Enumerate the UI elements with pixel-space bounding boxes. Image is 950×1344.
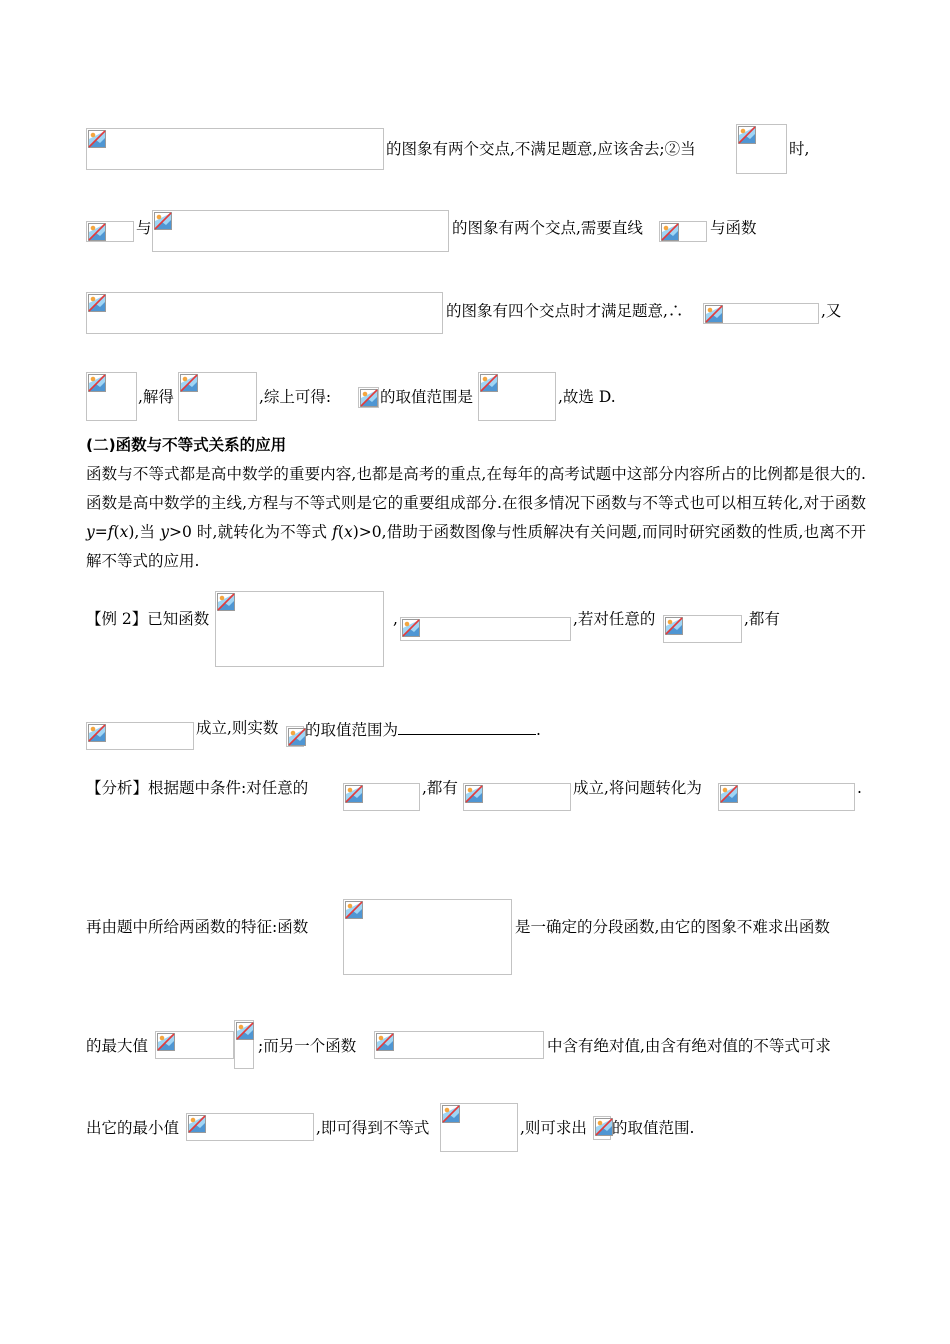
broken-image-icon (288, 728, 306, 746)
formula-image (463, 783, 571, 811)
formula-image (736, 124, 787, 174)
text-fragment: . (857, 779, 862, 797)
broken-image-icon (345, 785, 363, 803)
text-fragment: ,都有 (744, 610, 780, 628)
text-fragment: 的最大值 (86, 1037, 149, 1055)
section-heading: (二)函数与不等式关系的应用 (86, 436, 287, 454)
broken-image-icon (88, 223, 106, 241)
formula-image (663, 615, 742, 643)
intro-paragraph: 函数与不等式都是高中数学的重要内容,也都是高考的重点,在每年的高考试题中这部分内容所占的比例都是很大的.函数是高中数学的主线,方程与不等式则是它的重要组成部分.在很多情况下函数与不等式也可以相互转化,对于函数 y=f(x),当 y>0 时,就转化为不等式 f(x)>0,借助于函数图像与性质解决有关问题,而同时研究函数的性质,也离不开解不等式的应用. (86, 465, 867, 570)
text-fragment: 出它的最小值 (86, 1119, 180, 1137)
broken-image-icon (665, 617, 683, 635)
formula-image (343, 783, 420, 811)
text-fragment: 再由题中所给两函数的特征:函数 (86, 918, 309, 936)
broken-image-icon (442, 1105, 460, 1123)
text-fragment: , (393, 610, 398, 628)
text-fragment: 成立,将问题转化为 (573, 779, 702, 797)
formula-image (155, 1031, 234, 1059)
text-fragment: ,即可得到不等式 (316, 1119, 430, 1137)
text-fragment: 的图象有四个交点时才满足题意,∴ (446, 302, 684, 320)
text-fragment: 的取值范围是 (380, 388, 474, 406)
text-fragment: 时, (789, 140, 810, 158)
broken-image-icon (480, 374, 498, 392)
formula-image (374, 1031, 544, 1059)
formula-image (86, 722, 194, 750)
broken-image-icon (720, 785, 738, 803)
formula-image (215, 591, 384, 667)
broken-image-icon (465, 785, 483, 803)
example-label: 【例 2】已知函数 (86, 610, 210, 628)
answer-blank[interactable] (398, 718, 536, 735)
text-fragment: 的取值范围为 . (305, 718, 541, 740)
broken-image-icon (402, 619, 420, 637)
formula-image (86, 372, 137, 421)
broken-image-icon (376, 1033, 394, 1051)
broken-image-icon (154, 212, 172, 230)
formula-image (440, 1103, 518, 1152)
text-fragment: ,都有 (422, 779, 458, 797)
text-fragment: ;而另一个函数 (258, 1037, 357, 1055)
broken-image-icon (360, 389, 378, 407)
text-fragment: 中含有绝对值,由含有绝对值的不等式可求 (547, 1037, 831, 1055)
formula-image (478, 372, 556, 421)
broken-image-icon (595, 1118, 613, 1136)
formula-image (703, 303, 819, 324)
text-fragment: ,若对任意的 (573, 610, 656, 628)
formula-image (593, 1116, 611, 1140)
text-fragment: 是一确定的分段函数,由它的图象不难求出函数 (515, 918, 830, 936)
formula-image (286, 726, 304, 747)
formula-image (343, 899, 512, 975)
text-fragment: 与函数 (710, 219, 757, 237)
formula-image (178, 372, 257, 421)
broken-image-icon (88, 724, 106, 742)
broken-image-icon (236, 1022, 254, 1040)
broken-image-icon (88, 374, 106, 392)
formula-image (86, 292, 443, 334)
broken-image-icon (157, 1033, 175, 1051)
formula-image (234, 1020, 254, 1069)
formula-image (400, 617, 571, 641)
analysis-label: 【分析】根据题中条件:对任意的 (86, 779, 309, 797)
text-fragment: 的取值范围. (612, 1119, 695, 1137)
broken-image-icon (88, 294, 106, 312)
text-fragment: ,综上可得: (259, 388, 332, 406)
broken-image-icon (345, 901, 363, 919)
text-fragment: 成立,则实数 (196, 719, 279, 737)
text-fragment: ,解得 (138, 388, 174, 406)
formula-image (358, 387, 379, 408)
broken-image-icon (661, 223, 679, 241)
text-fragment: 与 (136, 219, 152, 237)
formula-image (186, 1113, 314, 1141)
text-fragment: ,则可求出 (520, 1119, 587, 1137)
broken-image-icon (188, 1115, 206, 1133)
formula-image (718, 783, 855, 811)
formula-image (86, 221, 134, 242)
broken-image-icon (705, 305, 723, 323)
formula-image (659, 221, 707, 242)
text-fragment: 的图象有两个交点,需要直线 (452, 219, 643, 237)
broken-image-icon (738, 126, 756, 144)
broken-image-icon (88, 130, 106, 148)
broken-image-icon (217, 593, 235, 611)
text-fragment: ,故选 D. (558, 388, 616, 406)
formula-image (86, 128, 384, 170)
formula-image (152, 210, 449, 252)
broken-image-icon (180, 374, 198, 392)
text-fragment: 的图象有两个交点,不满足题意,应该舍去;②当 (386, 140, 696, 158)
text-fragment: ,又 (821, 302, 842, 320)
